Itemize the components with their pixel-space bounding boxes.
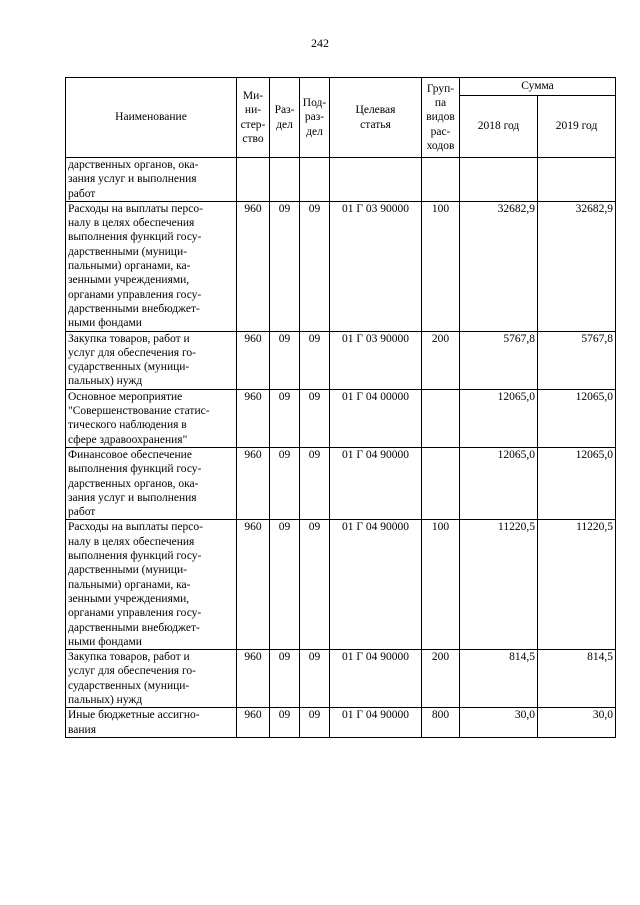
row-target: 01 Г 04 90000 <box>330 447 422 519</box>
row-name-line: Финансовое обеспечение <box>68 448 192 461</box>
row-name-line: органами управления госу- <box>68 288 202 301</box>
table-row <box>66 201 616 331</box>
row-subsection: 09 <box>300 201 330 331</box>
row-expense-group <box>422 389 460 447</box>
row-name <box>66 708 237 738</box>
row-ministry: 960 <box>237 520 270 650</box>
row-name-line: дарственными (муници- <box>68 245 187 258</box>
header-line: па <box>434 97 447 110</box>
row-sum-2018: 12065,0 <box>460 447 538 519</box>
row-expense-group: 800 <box>422 708 460 738</box>
row-name-line: выполнения функций госу- <box>68 463 202 476</box>
row-name <box>66 158 237 202</box>
row-name-line: Расходы на выплаты персо- <box>68 521 203 534</box>
row-section: 09 <box>270 447 300 519</box>
row-ministry: 960 <box>237 650 270 708</box>
row-sum-2019: 32682,9 <box>538 201 616 331</box>
header-name: Наименование <box>66 78 237 158</box>
row-ministry: 960 <box>237 447 270 519</box>
row-subsection: 09 <box>300 331 330 389</box>
row-name-line: Иные бюджетные ассигно- <box>68 709 200 722</box>
row-name-line: налу в целях обеспечения <box>68 535 195 548</box>
row-name-line: работ <box>68 506 96 519</box>
row-name-line: сударственных (муници- <box>68 361 190 374</box>
row-name-line: органами управления госу- <box>68 607 202 620</box>
row-target: 01 Г 03 90000 <box>330 331 422 389</box>
header-sum: Сумма <box>460 78 616 96</box>
header-year-2019: 2019 год <box>538 96 616 158</box>
row-expense-group: 200 <box>422 331 460 389</box>
row-sum-2018: 32682,9 <box>460 201 538 331</box>
budget-table <box>65 77 616 738</box>
row-name-line: пальных) нужд <box>68 693 143 706</box>
row-expense-group: 200 <box>422 650 460 708</box>
table-row <box>66 158 616 202</box>
row-target: 01 Г 04 90000 <box>330 708 422 738</box>
row-name-line: выполнения функций госу- <box>68 550 202 563</box>
header-line: стер- <box>240 118 266 131</box>
row-section: 09 <box>270 201 300 331</box>
row-name-line: дарственными внебюджет- <box>68 302 200 315</box>
row-name <box>66 650 237 708</box>
row-name-line: пальными) органами, ка- <box>68 260 191 273</box>
row-name-line: Основное мероприятие <box>68 390 183 403</box>
header-line: Под- <box>302 97 327 110</box>
header-subsection <box>300 78 330 158</box>
row-subsection <box>300 158 330 202</box>
header-line: дел <box>306 125 323 138</box>
header-target <box>330 78 422 158</box>
row-section: 09 <box>270 650 300 708</box>
row-sum-2018 <box>460 158 538 202</box>
row-sum-2019: 12065,0 <box>538 389 616 447</box>
header-line: дел <box>276 118 293 131</box>
row-sum-2019: 814,5 <box>538 650 616 708</box>
row-name-line: работ <box>68 187 96 200</box>
row-name <box>66 331 237 389</box>
header-expense-group <box>422 78 460 158</box>
row-name-line: сфере здравоохранения" <box>68 433 188 446</box>
row-name-line: пальных) нужд <box>68 375 143 388</box>
row-section: 09 <box>270 389 300 447</box>
table-body <box>66 158 616 738</box>
row-section: 09 <box>270 520 300 650</box>
row-name-line: вания <box>68 723 96 736</box>
row-subsection: 09 <box>300 708 330 738</box>
row-name-line: Расходы на выплаты персо- <box>68 202 203 215</box>
row-sum-2018: 12065,0 <box>460 389 538 447</box>
row-ministry <box>237 158 270 202</box>
row-name-line: зания услуг и выполнения <box>68 173 197 186</box>
row-section <box>270 158 300 202</box>
row-name-line: тического наблюдения в <box>68 419 187 432</box>
row-ministry: 960 <box>237 201 270 331</box>
row-name <box>66 447 237 519</box>
row-sum-2019 <box>538 158 616 202</box>
row-section: 09 <box>270 331 300 389</box>
table-row <box>66 520 616 650</box>
header-line: Раз- <box>274 104 295 117</box>
row-expense-group: 100 <box>422 520 460 650</box>
row-target: 01 Г 04 90000 <box>330 520 422 650</box>
row-target: 01 Г 04 90000 <box>330 650 422 708</box>
row-name-line: дарственными внебюджет- <box>68 621 200 634</box>
header-line: статья <box>360 118 391 131</box>
row-name-line: зенными учреждениями, <box>68 592 190 605</box>
table-row <box>66 650 616 708</box>
row-name-line: зенными учреждениями, <box>68 274 190 287</box>
row-expense-group: 100 <box>422 201 460 331</box>
table-row <box>66 447 616 519</box>
row-target <box>330 158 422 202</box>
row-ministry: 960 <box>237 708 270 738</box>
header-year-2018: 2018 год <box>460 96 538 158</box>
header-line: Ми- <box>242 89 264 102</box>
row-name-line: Закупка товаров, работ и <box>68 332 190 345</box>
row-subsection: 09 <box>300 447 330 519</box>
header-line: Целевая <box>355 104 396 117</box>
table-row <box>66 708 616 738</box>
row-name-line: налу в целях обеспечения <box>68 217 195 230</box>
row-name-line: услуг для обеспечения го- <box>68 346 196 359</box>
header-section <box>270 78 300 158</box>
row-section: 09 <box>270 708 300 738</box>
row-ministry: 960 <box>237 389 270 447</box>
row-subsection: 09 <box>300 520 330 650</box>
row-name-line: ными фондами <box>68 635 142 648</box>
row-sum-2018: 5767,8 <box>460 331 538 389</box>
row-name-line: дарственными (муници- <box>68 564 187 577</box>
row-name-line: дарственных органов, ока- <box>68 477 199 490</box>
header-line: ство <box>242 132 264 145</box>
row-sum-2019: 11220,5 <box>538 520 616 650</box>
header-line: видов <box>426 111 455 124</box>
row-name <box>66 389 237 447</box>
row-name <box>66 201 237 331</box>
header-line: раз- <box>304 111 325 124</box>
header-line: рас- <box>430 125 451 138</box>
page-number: 242 <box>311 36 329 50</box>
row-name <box>66 520 237 650</box>
row-sum-2019: 12065,0 <box>538 447 616 519</box>
row-expense-group <box>422 447 460 519</box>
row-sum-2019: 30,0 <box>538 708 616 738</box>
row-subsection: 09 <box>300 650 330 708</box>
row-name-line: сударственных (муници- <box>68 679 190 692</box>
row-sum-2018: 814,5 <box>460 650 538 708</box>
header-line: ходов <box>426 139 455 152</box>
row-subsection: 09 <box>300 389 330 447</box>
header-ministry <box>237 78 270 158</box>
row-name-line: пальными) органами, ка- <box>68 578 191 591</box>
row-name-line: "Совершенствование статис- <box>68 405 210 418</box>
row-sum-2019: 5767,8 <box>538 331 616 389</box>
header-line: ни- <box>244 104 262 117</box>
table-row <box>66 331 616 389</box>
row-name-line: Закупка товаров, работ и <box>68 651 190 664</box>
header-line: Груп- <box>426 82 455 95</box>
row-sum-2018: 11220,5 <box>460 520 538 650</box>
row-name-line: ными фондами <box>68 317 142 330</box>
row-sum-2018: 30,0 <box>460 708 538 738</box>
row-name-line: зания услуг и выполнения <box>68 491 197 504</box>
row-name-line: дарственных органов, ока- <box>68 159 199 171</box>
table-row <box>66 389 616 447</box>
row-ministry: 960 <box>237 331 270 389</box>
row-target: 01 Г 04 00000 <box>330 389 422 447</box>
row-name-line: услуг для обеспечения го- <box>68 665 196 678</box>
row-name-line: выполнения функций госу- <box>68 231 202 244</box>
row-target: 01 Г 03 90000 <box>330 201 422 331</box>
row-expense-group <box>422 158 460 202</box>
